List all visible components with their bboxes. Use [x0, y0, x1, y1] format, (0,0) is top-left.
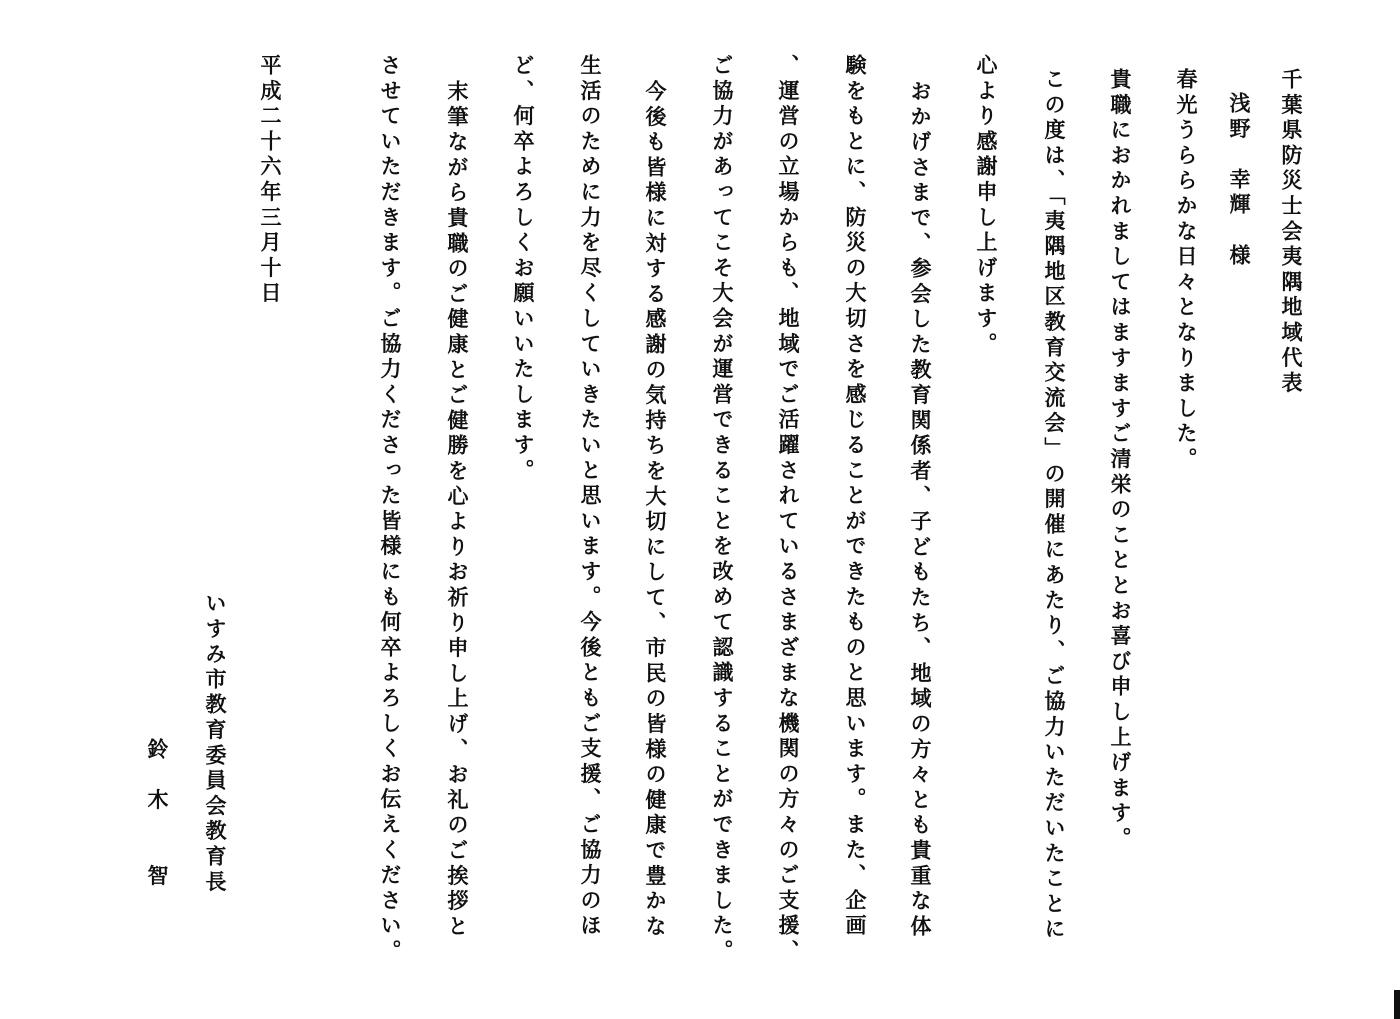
scan-edge-mark	[1394, 990, 1400, 1019]
recipient-org: 千葉県防災士会夷隅地域代表	[1279, 68, 1304, 397]
sender-title: いすみ市教育委員会教育長	[203, 592, 228, 896]
body-line-2: 貴職におかれましてはますますご清栄のこととお喜び申し上げます。	[1108, 68, 1133, 853]
body-line-8: ご協力があってこそ大会が運営できることを改めて認識することができました。	[710, 54, 735, 965]
body-line-3: この度は、「夷隅地区教育交流会」の開催にあたり、ご協力いただいたことに	[1042, 68, 1067, 943]
letter-date: 平成二十六年三月十日	[258, 54, 283, 307]
body-line-1: 春光うららかな日々となりました。	[1174, 68, 1199, 473]
sender-name: 鈴 木 智	[145, 738, 170, 890]
body-line-11: ど、何卒よろしくお願いいたします。	[511, 54, 536, 485]
body-line-13: させていただきます。ご協力くださった皆様にも何卒よろしくお伝えください。	[378, 54, 403, 965]
body-line-4: 心より感謝申し上げます。	[974, 54, 999, 358]
body-line-10: 生活のために力を尽くしていきたいと思います。今後ともご支援、ご協力のほ	[578, 54, 603, 940]
body-line-5: おかげさまで、参会した教育関係者、子どもたち、地域の方々とも貴重な体	[908, 80, 933, 941]
body-line-7: 、運営の立場からも、地域でご活躍されているさまざまな機関の方々のご支援、	[776, 54, 801, 965]
body-line-6: 験をもとに、防災の大切さを感じることができたものと思います。また、企画	[843, 54, 868, 940]
body-line-12: 末筆ながら貴職のご健康とご健勝を心よりお祈り申し上げ、お礼のご挨拶と	[445, 80, 470, 941]
recipient-name: 浅野 幸輝 様	[1227, 92, 1252, 270]
body-line-9: 今後も皆様に対する感謝の気持ちを大切にして、市民の皆様の健康で豊かな	[643, 80, 668, 941]
